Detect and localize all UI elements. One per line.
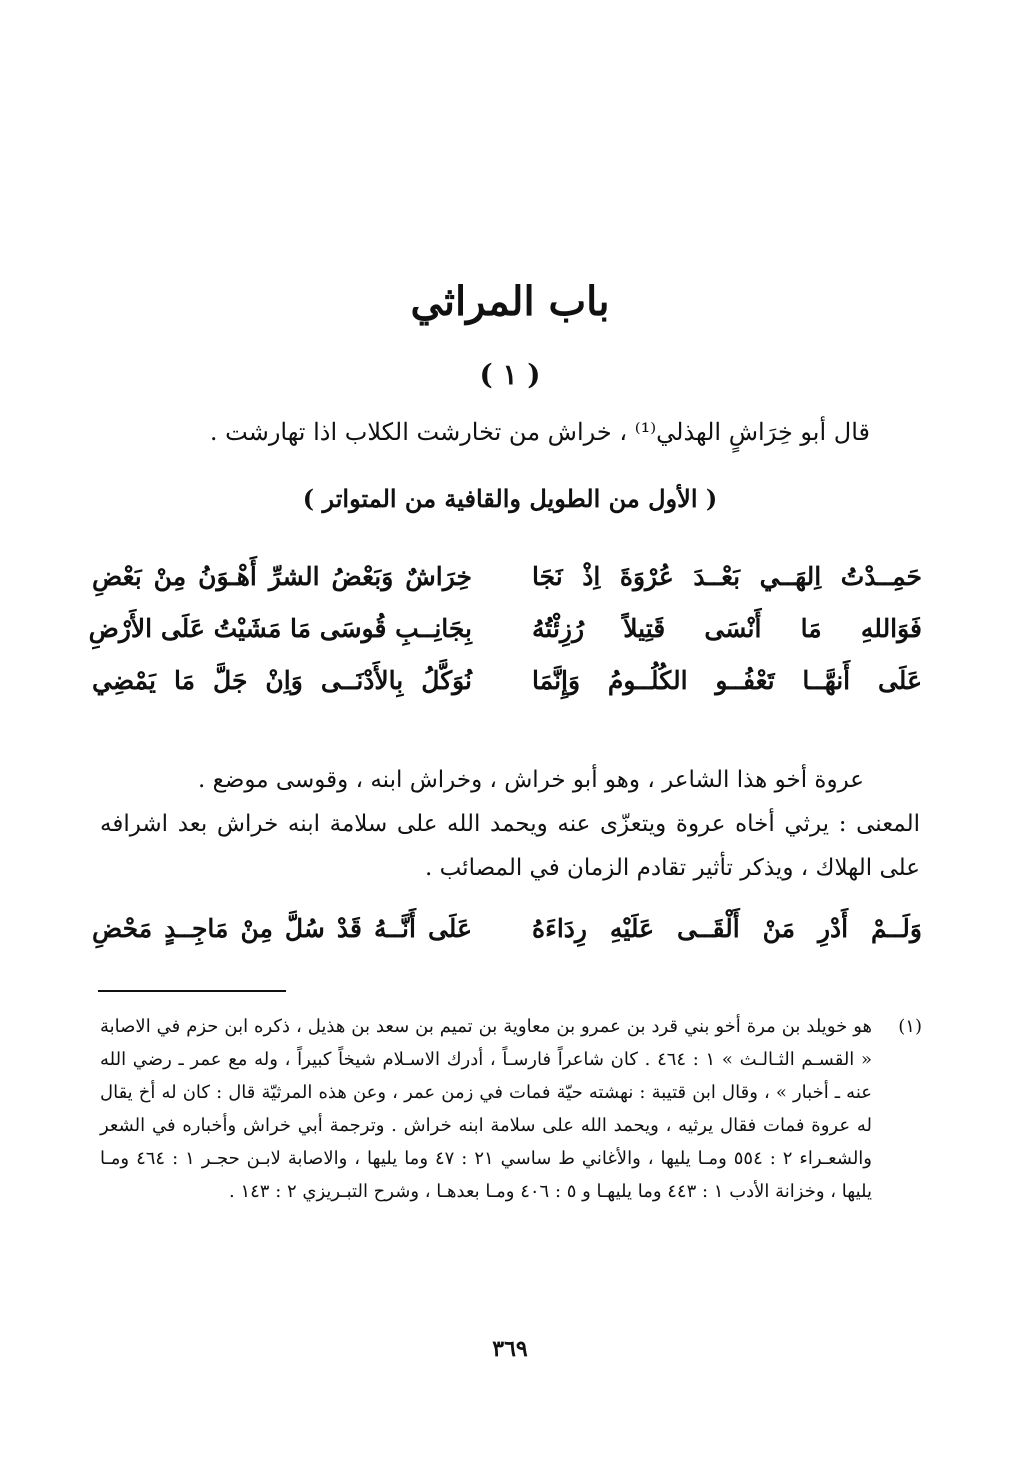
verse-line xyxy=(92,562,922,608)
footnote-marker: (١) xyxy=(898,1016,922,1037)
commentary-line: المعنى : يرثي أخاه عروة ويتعزّى عنه ويحمد الله على سلامة ابنه خراش بعد اشرافه على الهلاك ، ويذكر تأثير تقادم الزمان في المصائب . xyxy=(100,811,920,881)
footnote-text: هو خويلد بن مرة أخو بني قرد بن عمرو بن معاوية بن تميم بن سعد بن هذيل ، ذكره ابن حزم في الاصابة « القسـم الثـالـث » ١ : ٤٦٤ . كان شاعراً فارسـاً ، أدرك الاسـلام شيخاً كبيراً ، وله مع عمر ـ رضي الله عنه ـ أخبار » ، وقال ابن قتيبة : نهشته حيّة فمات في زمن عمر ، وعن هذه المرثيّة قال : كان له أخ يقال له عروة فمات فقال يرثيه ، ويحمد الله على سلامة ابنه خراش . وترجمة أبي خراش وأخباره في الشعر والشعـراء ٢ : ٥٥٤ ومـا يليها ، والأغاني ط ساسي ٢١ : ٤٧ وما يليها ، والاصابة لابـن حجـر ١ : ٤٦٤ ومـا يليها ، وخزانة الأدب ١ : ٤٤٣ وما يليهـا و ٥ : ٤٠٦ ومـا بعدهـا ، وشرح التبـريزي ٢ : ١٤٣ . xyxy=(100,1016,873,1202)
footnote-separator xyxy=(98,990,286,992)
verse-second-hemistich: بِجَانِــبِ قُوسَى مَا مَشَيْتُ عَلَى الأَرْضِ xyxy=(88,614,472,643)
verse-line xyxy=(92,666,922,712)
chapter-title: باب المراثي xyxy=(410,278,610,325)
page-number: ٣٦٩ xyxy=(492,1336,528,1362)
verse-second-hemistich: عَلَى أَنَّــهُ قَدْ سُلَّ مِنْ مَاجِــدٍ مَحْضِ xyxy=(92,914,472,943)
commentary-line: عروة أخو هذا الشاعر ، وهو أبو خراش ، وخراش ابنه ، وقوسى موضع . xyxy=(197,767,864,793)
poem-introduction: قال أبو خِرَاشٍ الهذلي⁽¹⁾ ، خراش من تخارشت الكلاب اذا تهارشت . xyxy=(209,418,870,446)
verse-first-hemistich: عَلَى أَنهَّــا تَعْفُــو الكُلُــومُ وَإِنَّمَا xyxy=(532,666,922,695)
verse-line xyxy=(88,614,922,660)
verse-line xyxy=(92,914,922,960)
verse-first-hemistich: وَلَــمْ أَدْرِ مَنْ أَلْقَــى عَلَيْهِ رِدَاءَهُ xyxy=(532,914,922,943)
poem-number: ( ١ ) xyxy=(479,358,541,391)
verse-first-hemistich: فَوَاللهِ مَا أَنْسَى قَتِيلاً رُزِئْتُهُ xyxy=(532,614,922,643)
poem-meter: ( الأول من الطويل والقافية من المتواتر ) xyxy=(302,484,718,513)
verse-second-hemistich: نُوَكَّلُ بِالأَدْنَــى وَاِنْ جَلَّ مَا يَمْضِي xyxy=(92,666,472,695)
verse-second-hemistich: خِرَاشٌ وَبَعْضُ الشرِّ أَهْـوَنُ مِنْ بَعْضِ xyxy=(92,562,472,591)
verse-first-hemistich: حَمِــدْتُ اِلهَــي بَعْــدَ عُرْوَةَ اِذْ نَجَا xyxy=(532,562,922,591)
commentary xyxy=(100,758,920,890)
